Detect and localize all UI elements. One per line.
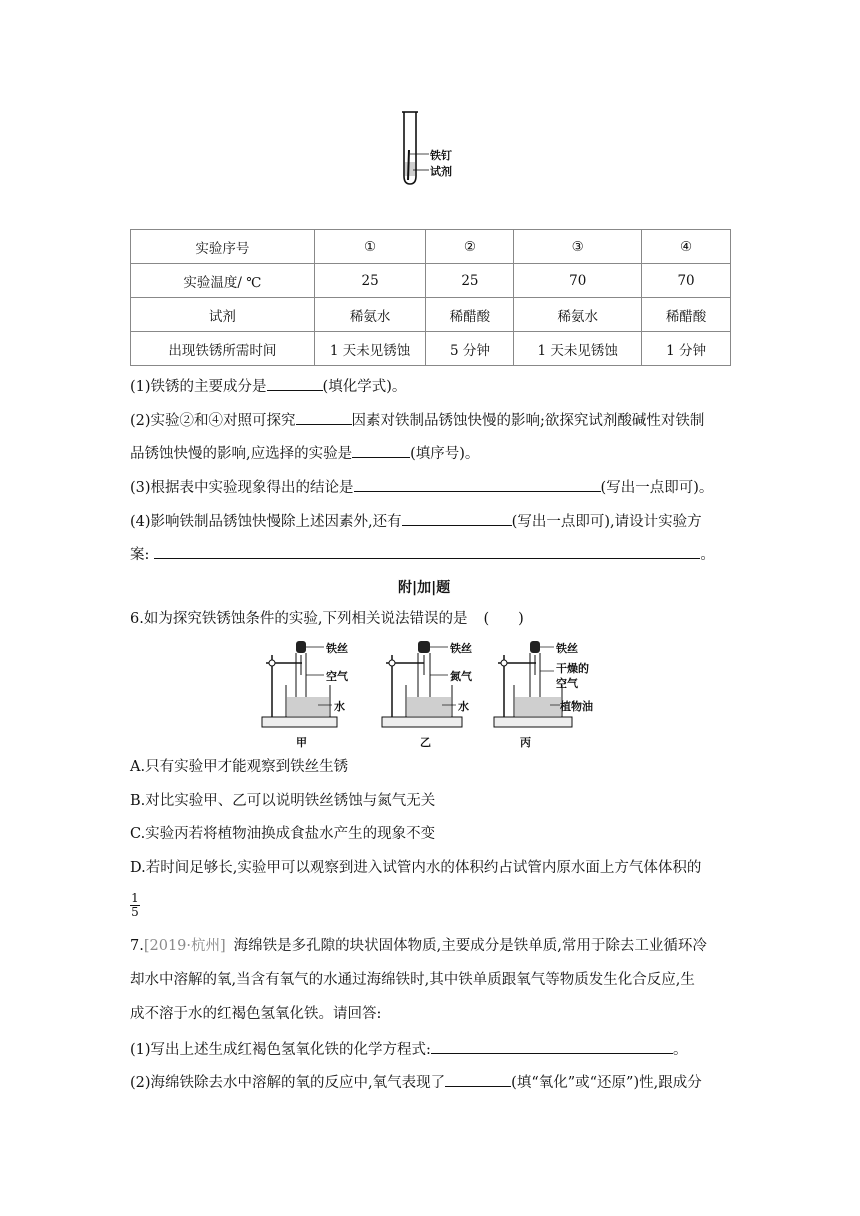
table-row: [131, 298, 731, 332]
q5-part2-cont: [130, 442, 479, 464]
q7-p1-tail: 。: [672, 1042, 688, 1058]
table-cell: 稀醋酸: [426, 298, 514, 332]
table-cell: 1 天未见锈蚀: [314, 332, 426, 366]
table-cell: 稀氨水: [314, 298, 426, 332]
q5-part4-cont: [130, 543, 715, 565]
q5-p4-text: (4)影响铁制品锈蚀快慢除上述因素外,还有: [130, 514, 402, 530]
table-cell: 实验温度/ ℃: [131, 264, 315, 298]
q7-p1-text: (1)写出上述生成红褐色氢氧化铁的化学方程式:: [130, 1042, 431, 1058]
q5-p2-cont-tail: (填序号)。: [410, 446, 480, 462]
label-yi-wire: 铁丝: [450, 642, 472, 655]
option-c: C.实验丙若将植物油换成食盐水产生的现象不变: [130, 826, 436, 842]
table-cell: 70: [514, 264, 642, 298]
table-cell: 5 分钟: [426, 332, 514, 366]
answer-blank: [431, 1038, 673, 1054]
q5-p1-text: (1)铁锈的主要成分是: [130, 379, 267, 395]
q7-line1: [130, 936, 707, 956]
q7-part2: [130, 1071, 702, 1093]
table-cell: ③: [514, 230, 642, 264]
table-row: [131, 264, 731, 298]
table-cell: ②: [426, 230, 514, 264]
table-cell: 出现铁锈所需时间: [131, 332, 315, 366]
label-jia-gas: 空气: [326, 670, 348, 683]
label-bing-gas2: 空气: [556, 677, 578, 690]
answer-blank: [352, 442, 410, 458]
answer-blank: [267, 375, 323, 391]
table-cell: 1 分钟: [642, 332, 731, 366]
fraction-denominator: 5: [131, 905, 139, 919]
q5-p3-tail: (写出一点即可)。: [600, 480, 714, 496]
experiment-table: [130, 229, 731, 366]
answer-blank: [402, 510, 512, 526]
q6-stem-text: 6.如为探究铁锈蚀条件的实验,下列相关说法错误的是: [130, 611, 468, 627]
table-row: [131, 230, 731, 264]
table-cell: 1 天未见锈蚀: [514, 332, 642, 366]
q5-p2-tail: 因素对铁制品锈蚀快慢的影响;欲探究试剂酸碱性对铁制: [351, 413, 705, 429]
fraction-numerator: 1: [131, 891, 139, 905]
q5-part2: [130, 409, 704, 431]
q5-part1: [130, 375, 406, 397]
answer-paren: ( ): [483, 611, 524, 627]
caption-bing: 丙: [520, 736, 531, 749]
table-cell: 稀醋酸: [642, 298, 731, 332]
q5-p3-text: (3)根据表中实验现象得出的结论是: [130, 480, 354, 496]
label-bing-wire: 铁丝: [556, 642, 578, 655]
table-cell: ①: [314, 230, 426, 264]
q5-p2-cont-text: 品锈蚀快慢的影响,应选择的实验是: [130, 446, 353, 462]
q7-p2-text: (2)海绵铁除去水中溶解的氧的反应中,氧气表现了: [130, 1075, 446, 1091]
table-cell: 25: [426, 264, 514, 298]
answer-blank: [154, 543, 700, 559]
q5-part3: [130, 476, 713, 498]
q6-stem: [130, 609, 524, 629]
q5-p4-cont-tail: 。: [700, 547, 715, 563]
table-cell: 实验序号: [131, 230, 315, 264]
fraction-one-fifth: [130, 892, 140, 919]
label-yi-gas: 氮气: [450, 670, 472, 683]
table-cell: 试剂: [131, 298, 315, 332]
q7-part1: [130, 1038, 687, 1060]
answer-blank: [354, 476, 601, 492]
label-jia-wire: 铁丝: [326, 642, 348, 655]
option-d: D.若时间足够长,实验甲可以观察到进入试管内水的体积约占试管内原水面上方气体体积的: [130, 860, 702, 876]
label-yi-liquid: 水: [458, 700, 469, 713]
section-title: 附|加|题: [398, 580, 451, 596]
q5-p2-text: (2)实验②和④对照可探究: [130, 413, 296, 429]
q5-part4: [130, 510, 702, 532]
q7-text-1: 海绵铁是多孔隙的块状固体物质,主要成分是铁单质,常用于除去工业循环冷: [233, 938, 707, 954]
q7-number: 7.: [130, 938, 144, 954]
label-bing-liquid: 植物油: [560, 700, 593, 713]
answer-blank: [296, 409, 352, 425]
label-iron-nail: 铁钉: [430, 149, 452, 162]
table-cell: 稀氨水: [514, 298, 642, 332]
answer-blank: [445, 1071, 511, 1087]
table-cell: 25: [314, 264, 426, 298]
label-bing-gas1: 干燥的: [556, 662, 589, 675]
q7-line3: 成不溶于水的红褐色氢氧化铁。请回答:: [130, 1006, 382, 1022]
label-reagent: 试剂: [430, 165, 452, 178]
option-a: A.只有实验甲才能观察到铁丝生锈: [130, 759, 349, 775]
q7-p2-tail: (填“氧化”或“还原”)性,跟成分: [511, 1075, 702, 1091]
q5-p4-tail: (写出一点即可),请设计实验方: [511, 514, 702, 530]
option-b: B.对比实验甲、乙可以说明铁丝锈蚀与氮气无关: [130, 793, 436, 809]
table-row: [131, 332, 731, 366]
q5-p1-tail: (填化学式)。: [322, 379, 407, 395]
q5-p4-cont-text: 案:: [130, 547, 150, 563]
q7-citation: [2019·杭州]: [143, 938, 226, 954]
table-cell: 70: [642, 264, 731, 298]
q7-line2: 却水中溶解的氧,当含有氧气的水通过海绵铁时,其中铁单质跟氧气等物质发生化合反应,生: [130, 972, 695, 988]
label-jia-liquid: 水: [334, 700, 345, 713]
table-cell: ④: [642, 230, 731, 264]
caption-jia: 甲: [296, 736, 307, 749]
caption-yi: 乙: [420, 736, 431, 749]
